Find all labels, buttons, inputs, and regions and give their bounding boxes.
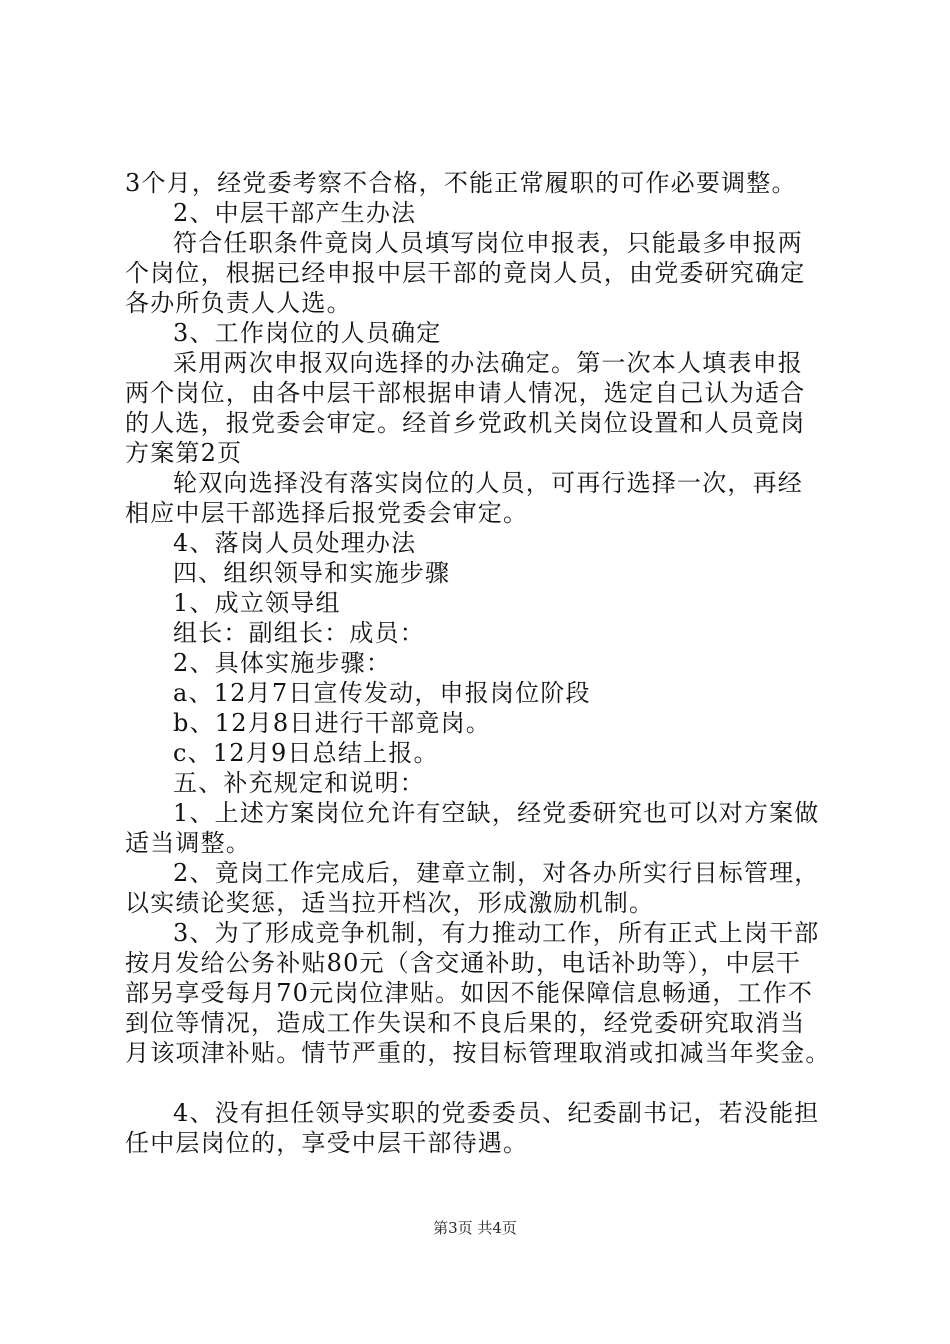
- text-line: 部另享受每月70元岗位津贴。如因不能保障信息畅通，工作不: [125, 979, 814, 1007]
- text-line: 适当调整。: [125, 829, 251, 857]
- section-heading: 3、工作岗位的人员确定: [173, 319, 442, 347]
- text-line: 方案第2页: [125, 439, 243, 467]
- text-line: 月该项津补贴。情节严重的，按目标管理取消或扣减当年奖金。: [125, 1039, 831, 1067]
- text-line: 按月发给公务补贴80元（含交通补助，电话补助等），中层干: [125, 949, 802, 977]
- text-line: 4、没有担任领导实职的党委委员、纪委副书记，若没能担: [173, 1099, 820, 1127]
- text-line: 轮双向选择没有落实岗位的人员，可再行选择一次，再经: [173, 469, 803, 497]
- text-line: 3、为了形成竞争机制，有力推动工作，所有正式上岗干部: [173, 919, 820, 947]
- text-line: 符合任职条件竟岗人员填写岗位申报表，只能最多申报两: [173, 229, 803, 257]
- page-number-footer: 第3页 共4页: [433, 1219, 517, 1237]
- text-line: 的人选，报党委会审定。经首乡党政机关岗位设置和人员竟岗: [125, 409, 806, 437]
- text-line: 各办所负责人人选。: [125, 289, 352, 317]
- text-line: 两个岗位，由各中层干部根据申请人情况，选定自己认为适合: [125, 379, 806, 407]
- section-heading: 2、具体实施步骤：: [173, 649, 392, 677]
- section-heading: 五、补充规定和说明：: [173, 769, 425, 797]
- list-item: c、12月9日总结上报。: [173, 739, 439, 767]
- list-item: a、12月7日宣传发动，申报岗位阶段: [173, 679, 591, 707]
- text-line: 任中层岗位的，享受中层干部待遇。: [125, 1129, 529, 1157]
- text-line: 1、上述方案岗位允许有空缺，经党委研究也可以对方案做: [173, 799, 820, 827]
- text-line: 个岗位，根据已经申报中层干部的竟岗人员，由党委研究确定: [125, 259, 806, 287]
- section-heading: 4、落岗人员处理办法: [173, 529, 417, 557]
- text-line: 组长：副组长：成员：: [173, 619, 425, 647]
- list-item: b、12月8日进行干部竟岗。: [173, 709, 491, 737]
- document-body: [125, 168, 845, 1158]
- text-line: 相应中层干部选择后报党委会审定。: [125, 499, 529, 527]
- text-line: 3个月，经党委考察不合格，不能正常履职的可作必要调整。: [125, 169, 797, 197]
- text-line: 以实绩论奖惩，适当拉开档次，形成激励机制。: [125, 889, 655, 917]
- paragraph-gap: [125, 1068, 845, 1098]
- section-heading: 1、成立领导组: [173, 589, 341, 617]
- text-line: 2、竟岗工作完成后，建章立制，对各办所实行目标管理，: [173, 859, 820, 887]
- text-line: 到位等情况，造成工作失误和不良后果的，经党委研究取消当: [125, 1009, 806, 1037]
- text-line: 采用两次申报双向选择的办法确定。第一次本人填表申报: [173, 349, 803, 377]
- section-heading: 四、组织领导和实施步骤: [173, 559, 451, 587]
- section-heading: 2、中层干部产生办法: [173, 199, 417, 227]
